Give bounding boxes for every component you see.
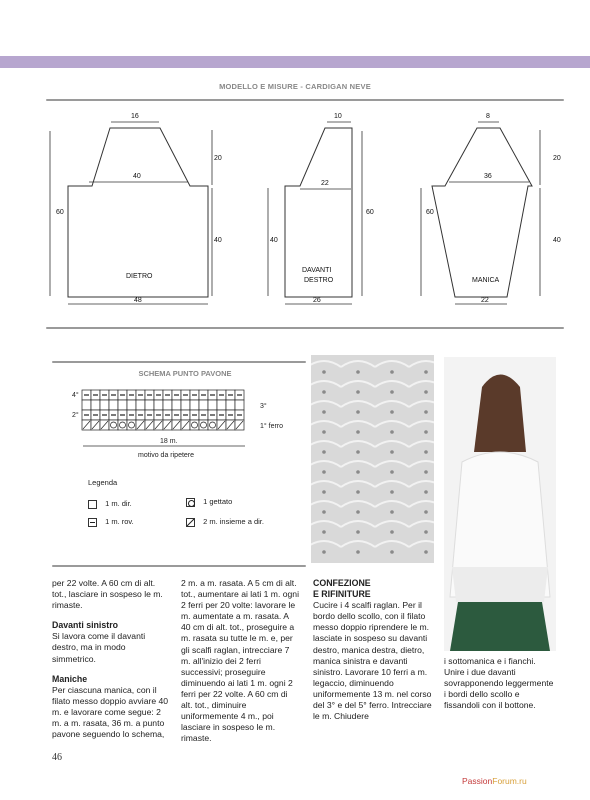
schema-bottom-divider <box>52 565 306 567</box>
top-color-band <box>0 56 590 68</box>
legend-title: Legenda <box>88 478 118 487</box>
davanti-top-dim: 10 <box>334 113 342 120</box>
dietro-raglan-dim: 20 <box>214 155 222 162</box>
dietro-mid-dim: 40 <box>133 173 141 180</box>
text-column-1 <box>52 578 170 740</box>
manica-raglan-dim: 20 <box>553 155 561 162</box>
davanti-bottom-dim: 26 <box>313 297 321 304</box>
row-4-label: 4° <box>72 392 79 399</box>
manica-top-dim: 8 <box>486 113 490 120</box>
legend-item: 1 m. dir. <box>88 499 132 509</box>
slash-square-icon <box>186 518 195 527</box>
circle-square-icon <box>186 498 195 507</box>
dietro-outline <box>68 128 208 297</box>
dietro-label: DIETRO <box>126 273 153 280</box>
manica-label: MANICA <box>472 277 500 284</box>
blank-square-icon <box>88 500 97 509</box>
garment-schematics <box>0 105 590 325</box>
schema-title: SCHEMA PUNTO PAVONE <box>138 369 232 378</box>
manica-height-dim: 60 <box>426 209 434 216</box>
manica-side-dim: 40 <box>553 237 561 244</box>
model-illustration <box>444 357 556 651</box>
manica-outline <box>432 128 532 297</box>
davanti-label-2: DESTRO <box>304 277 334 284</box>
davanti-height-dim: 60 <box>366 209 374 216</box>
paragraph: Cucire i 4 scalfi raglan. Per il bordo dello scollo, con il filato messo doppio riprendere le m. lasciate in sospeso su davanti destro, manica destra, dietro, manica sinistra e davanti sinistro. Lavorare 10 ferri a m. legaccio, diminuendo uniformemente 13 m. nel corso del 3° e del 5° ferro. Intrecciare le m. Chiudere <box>313 600 432 722</box>
text-column-3 <box>313 578 434 722</box>
legend-item: 1 m. rov. <box>88 517 134 527</box>
dietro-top-dim: 16 <box>131 113 139 120</box>
stitch-swatch-photo <box>311 355 434 563</box>
swatch-pattern <box>311 355 434 563</box>
repeat-label: motivo da ripetere <box>138 452 195 459</box>
schema-divider <box>52 361 306 363</box>
paragraph: Per ciascuna manica, con il filato messo doppio avviare 40 m. e lavorare come segue: 2 m. a m. rasata, 36 m. a punto pavone seguendo lo schema, <box>52 684 169 740</box>
text-column-2 <box>181 578 299 744</box>
paragraph: per 22 volte. A 60 cm di alt. tot., lasciare in sospeso le m. rimaste. <box>52 578 163 611</box>
legend-item: 1 gettato <box>186 497 232 507</box>
top-divider <box>46 99 564 101</box>
paragraph: Si lavora come il davanti destro, ma in modo simmetrico. <box>52 631 146 664</box>
schematic-divider <box>46 327 564 329</box>
row-3-label: 3° <box>260 403 267 410</box>
watermark: PassionForum.ru <box>462 776 527 786</box>
dietro-height-dim: 60 <box>56 209 64 216</box>
dietro-side-dim: 40 <box>214 237 222 244</box>
row-1-label: 1° ferro <box>260 423 284 430</box>
section-heading: Maniche <box>52 673 88 684</box>
paragraph: 2 m. a m. rasata. A 5 cm di alt. tot., aumentare ai lati 1 m. ogni 2 ferri per 20 volte: lavorare le m. aumentate a m. rasata. A 40 cm di alt. tot., proseguire a m. rasata su tutte le m. e, per gli scalfi raglan, intrecciare 7 m. all'inizio dei 2 ferri successivi; proseguire diminuendo ai lati 1 m. ogni 2 ferri per 22 volte. A 60 cm di alt. tot., diminuire uniformemente 4 m., poi lasciare in sospeso le m. rimaste. <box>181 578 299 744</box>
dash-square-icon <box>88 518 97 527</box>
stitch-chart <box>80 388 260 438</box>
davanti-mid-dim: 22 <box>321 180 329 187</box>
paragraph: i sottomanica e i fianchi. Unire i due davanti sovrapponendo leggermente i bordi dello scollo e fissandoli con il bottone. <box>444 656 554 711</box>
text-column-4 <box>444 656 556 711</box>
dietro-bottom-dim: 48 <box>134 297 142 304</box>
row-2-label: 2° <box>72 412 79 419</box>
davanti-side-dim: 40 <box>270 237 278 244</box>
manica-bottom-dim: 22 <box>481 297 489 304</box>
section-heading: CONFEZIONE <box>313 578 371 588</box>
page-number: 46 <box>52 752 62 763</box>
manica-mid-dim: 36 <box>484 173 492 180</box>
width-label: 18 m. <box>160 438 178 445</box>
davanti-label-1: DAVANTI <box>302 267 332 274</box>
page-header: MODELLO E MISURE - CARDIGAN NEVE <box>219 82 371 91</box>
section-heading: Davanti sinistro <box>52 620 118 631</box>
model-photo <box>444 357 556 651</box>
legend-item: 2 m. insieme a dir. <box>186 517 264 527</box>
section-heading: E RIFINITURE <box>313 589 371 600</box>
